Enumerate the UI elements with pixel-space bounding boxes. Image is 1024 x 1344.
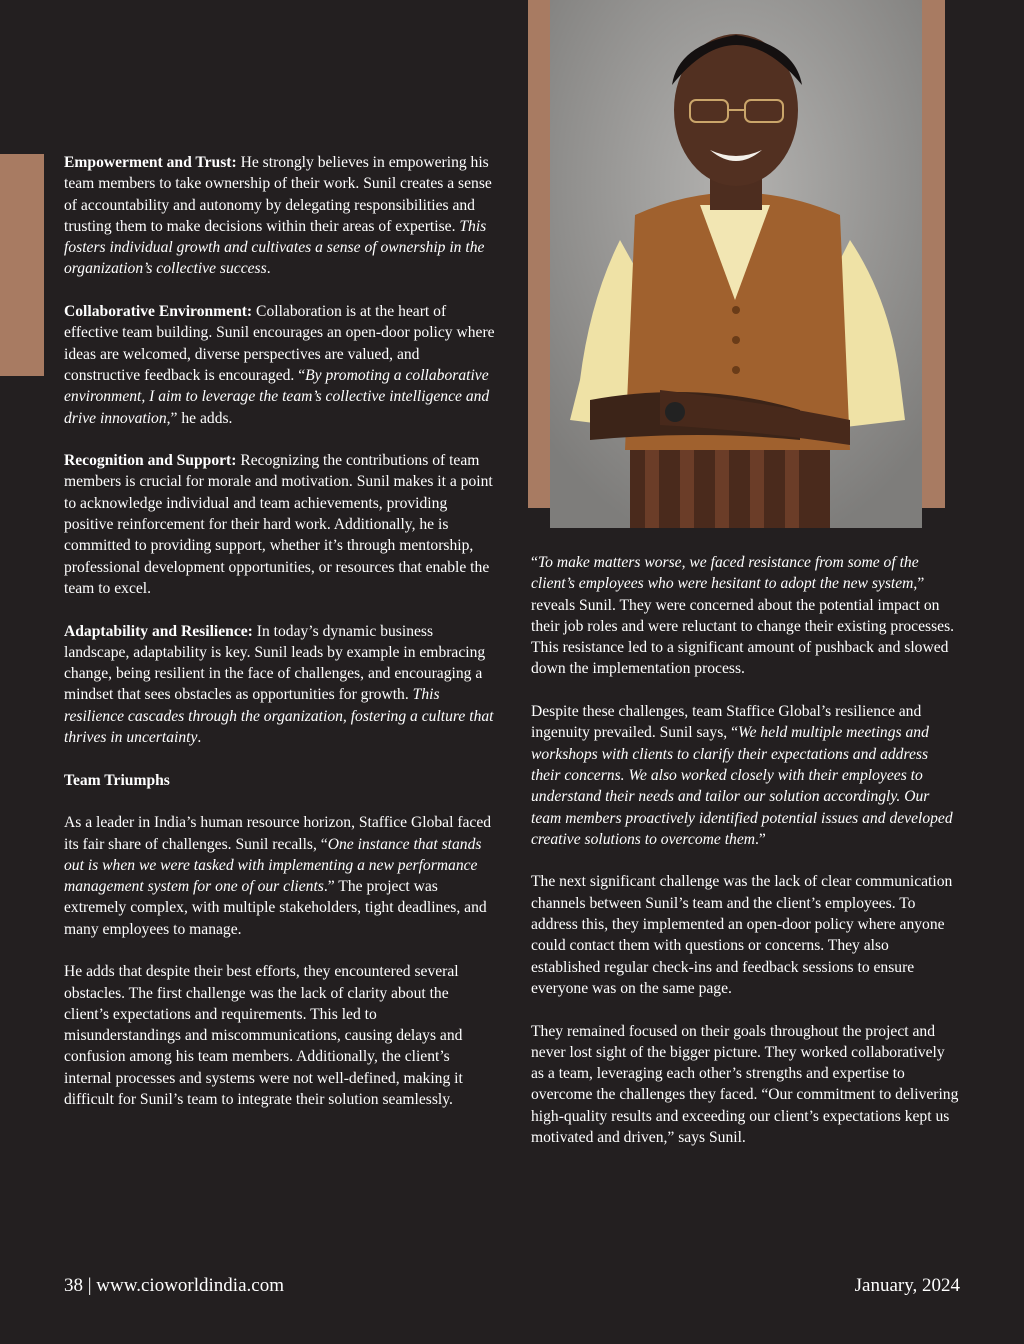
paragraph-heading: Collaborative Environment: <box>64 303 253 321</box>
paragraph-open-quote: “ <box>531 554 538 571</box>
paragraph-end: . <box>266 260 271 278</box>
paragraph-recognition <box>64 450 496 599</box>
paragraph-communication <box>531 871 959 999</box>
paragraph-heading: Empowerment and Trust: <box>64 154 237 171</box>
paragraph-empowerment <box>64 152 496 280</box>
paragraph-end: . <box>197 729 202 747</box>
footer-date: January, 2024 <box>854 1275 960 1296</box>
portrait-photo <box>550 0 922 528</box>
paragraph-italic: One instance that stands out is when we were tasked with implementing a new performance management system for one of our clients <box>64 835 482 896</box>
paragraph-text: Despite these challenges, team Staffice Global’s resilience and ingenuity prevailed. Sunil says, “ <box>531 703 922 742</box>
accent-bar <box>0 154 44 376</box>
paragraph-italic: To make matters worse, we faced resistance from some of the client’s employees who were hesitant to adopt the new system <box>531 554 919 593</box>
paragraph-text: They remained focused on their goals throughout the project and never lost sight of the bigger picture. They worked collaboratively as a team, leveraging each other’s strengths and expertise to overcome the challenges they faced. “Our commitment to delivering high-quality results and exceeding our client’s expectations kept us motivated and driven,” says Sunil. <box>531 1022 959 1147</box>
paragraph-italic: This resilience cascades through the organization, fostering a culture that thrives in uncertainty <box>64 686 494 747</box>
paragraph-text: The next significant challenge was the lack of clear communication channels between Sunil’s team and the client’s employees. To address this, they implemented an open-door policy where anyone could contact them with questions or concerns. They also established regular check-ins and feedback sessions to ensure everyone was on the same page. <box>531 873 953 997</box>
left-column <box>64 152 496 1132</box>
paragraph-end: ,” he adds. <box>166 409 233 427</box>
paragraph-text: ,” reveals Sunil. They were concerned about the potential impact on their job roles and were reluctant to change their existing processes. This resistance led to a significant amount of pushback and slowed down the implementation process. <box>531 575 955 678</box>
paragraph-obstacles <box>64 961 496 1110</box>
paragraph-collaborative <box>64 301 496 429</box>
paragraph-text: In today’s dynamic business landscape, adaptability is key. Sunil leads by example in embracing change, being resilient in the face of challenges, and encouraging a mindset that sees obstacles as opportunities for growth. <box>64 622 486 704</box>
paragraph-italic: This fosters individual growth and cultivates a sense of ownership in the organization’s collective success <box>64 217 487 278</box>
footer-page-info: 38 | www.cioworldindia.com <box>64 1275 284 1296</box>
paragraph-end: .” The project was extremely complex, with multiple stakeholders, tight deadlines, and many employees to manage. <box>64 878 487 938</box>
paragraph-adaptability <box>64 621 496 749</box>
section-title-text: Team Triumphs <box>64 771 170 789</box>
paragraph-text: Collaboration is at the heart of effective team building. Sunil encourages an open-door policy where ideas are welcomed, diverse perspectives are valued, and constructive feedback is encouraged. “ <box>64 303 495 384</box>
paragraph-leader <box>64 812 496 940</box>
paragraph-text: Recognizing the contributions of team members is crucial for morale and motivation. Sunil makes it a point to acknowledge individual and team achievements, providing positive reinforcement for their hard work. Additionally, he is committed to providing support, whether it’s through mentorship, professional development opportunities, or resources that enable the team to excel. <box>64 452 493 597</box>
paragraph-end: .” <box>755 830 766 848</box>
paragraph-focus <box>531 1021 959 1149</box>
paragraph-italic: We held multiple meetings and workshops with clients to clarify their expectations and address their concerns. We also worked closely with their employees to understand their needs and tailor our solution accordingly. Our team members proactively identified potential issues and developed creative solutions to overcome them <box>531 724 953 848</box>
paragraph-resistance <box>531 552 959 680</box>
paragraph-text: As a leader in India’s human resource horizon, Staffice Global faced its fair share of challenges. Sunil recalls, “ <box>64 814 492 853</box>
paragraph-italic: By promoting a collaborative environment, I aim to leverage the team’s collective intelligence and drive innovation <box>64 366 490 427</box>
paragraph-text: He adds that despite their best efforts, they encountered several obstacles. The first challenge was the lack of clarity about the client’s expectations and requirements. This led to misunderstandings and miscommunications, causing delays and confusion among his team members. Additionally, the client’s internal processes and systems were not well-defined, making it difficult for Sunil’s team to integrate their solution seamlessly. <box>64 963 463 1109</box>
paragraph-heading: Adaptability and Resilience: <box>64 622 253 640</box>
paragraph-heading: Recognition and Support: <box>64 452 237 470</box>
paragraph-resilience <box>531 701 959 850</box>
section-title <box>64 770 496 791</box>
portrait-photo-icon <box>550 0 922 528</box>
right-column <box>531 552 959 1170</box>
paragraph-text: He strongly believes in empowering his team members to take ownership of their work. Sunil creates a sense of accountability and autonomy by delegating responsibilities and trusting them to make decisions within their areas of expertise. <box>64 154 492 235</box>
